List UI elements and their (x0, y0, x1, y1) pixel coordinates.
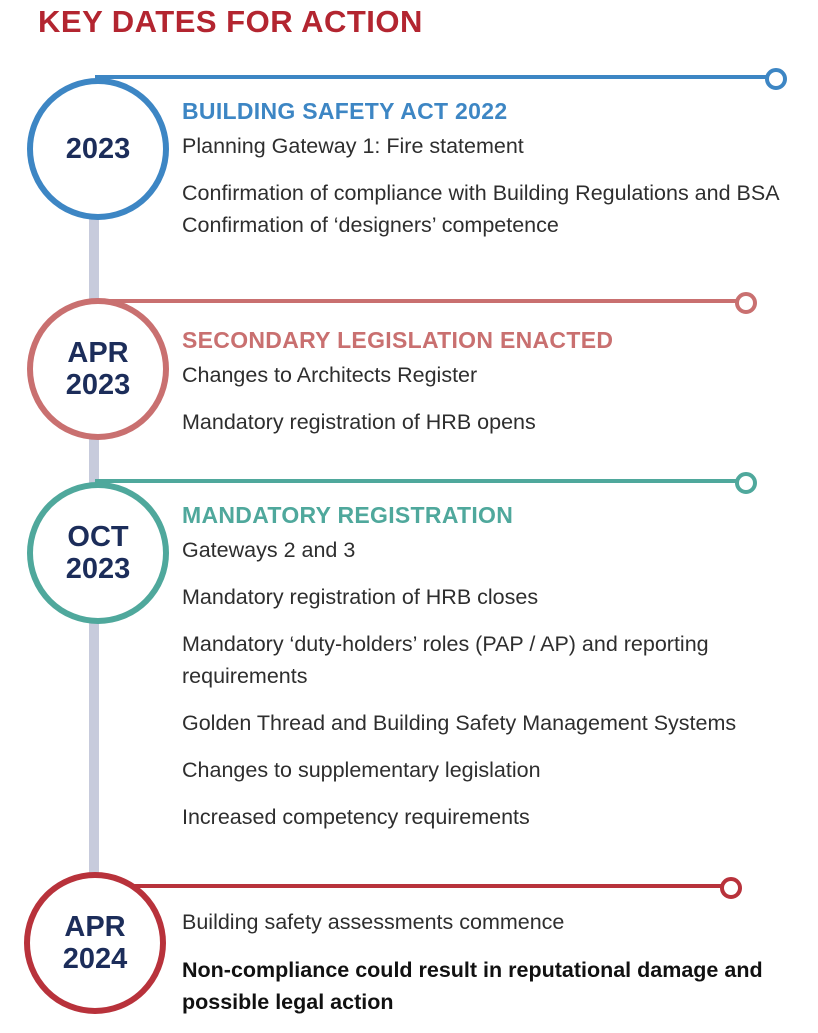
milestone-1-line (95, 75, 770, 79)
milestone-3-item: Mandatory registration of HRB closes (182, 585, 539, 609)
milestone-2-line (95, 299, 740, 303)
milestone-3-date-line1: OCT (67, 521, 129, 553)
milestone-2-content (182, 325, 782, 453)
milestone-3-item: Mandatory ‘duty-holders’ roles (PAP / AP) and reporting requirements (182, 632, 709, 688)
milestone-3-end-dot (735, 472, 757, 494)
milestone-1-item: Planning Gateway 1: Fire statement (182, 134, 524, 158)
milestone-3-heading: MANDATORY REGISTRATION (182, 502, 514, 528)
milestone-3-content (182, 500, 782, 848)
milestone-4-item: Building safety assessments commence (182, 910, 565, 934)
milestone-2-end-dot (735, 292, 757, 314)
milestone-4-line (95, 884, 725, 888)
milestone-4-emphasis: Non-compliance could result in reputational damage and possible legal action (182, 958, 763, 1014)
milestone-1-heading: BUILDING SAFETY ACT 2022 (182, 98, 508, 124)
milestone-4-date-circle (24, 872, 166, 1014)
milestone-4-end-dot (720, 877, 742, 899)
milestone-1-item: Confirmation of compliance with Building Regulations and BSA Confirmation of ‘designers’ competence (182, 181, 779, 237)
milestone-3-item: Changes to supplementary legislation (182, 758, 541, 782)
milestone-2-heading: SECONDARY LEGISLATION ENACTED (182, 327, 614, 353)
milestone-2-item: Mandatory registration of HRB opens (182, 410, 536, 434)
milestone-3-item: Golden Thread and Building Safety Management Systems (182, 711, 737, 735)
milestone-2-date-line2: 2023 (65, 369, 131, 401)
milestone-3-date-circle (27, 482, 169, 624)
milestone-4-date-line1: APR (64, 911, 126, 943)
milestone-1-date-circle (27, 78, 169, 220)
milestone-1-date-line1: 2023 (65, 133, 131, 165)
milestone-2-date-line1: APR (67, 337, 129, 369)
milestone-3-line (95, 479, 740, 483)
milestone-2-item: Changes to Architects Register (182, 363, 478, 387)
milestone-4-content (182, 906, 782, 1033)
milestone-1-end-dot (765, 68, 787, 90)
milestone-4-date-line2: 2024 (62, 943, 128, 975)
milestone-1-content (182, 96, 782, 256)
milestone-3-item: Increased competency requirements (182, 805, 530, 829)
milestone-2-date-circle (27, 298, 169, 440)
milestone-3-date-line2: 2023 (65, 553, 131, 585)
page-title: KEY DATES FOR ACTION (38, 4, 423, 39)
milestone-3-item: Gateways 2 and 3 (182, 538, 356, 562)
